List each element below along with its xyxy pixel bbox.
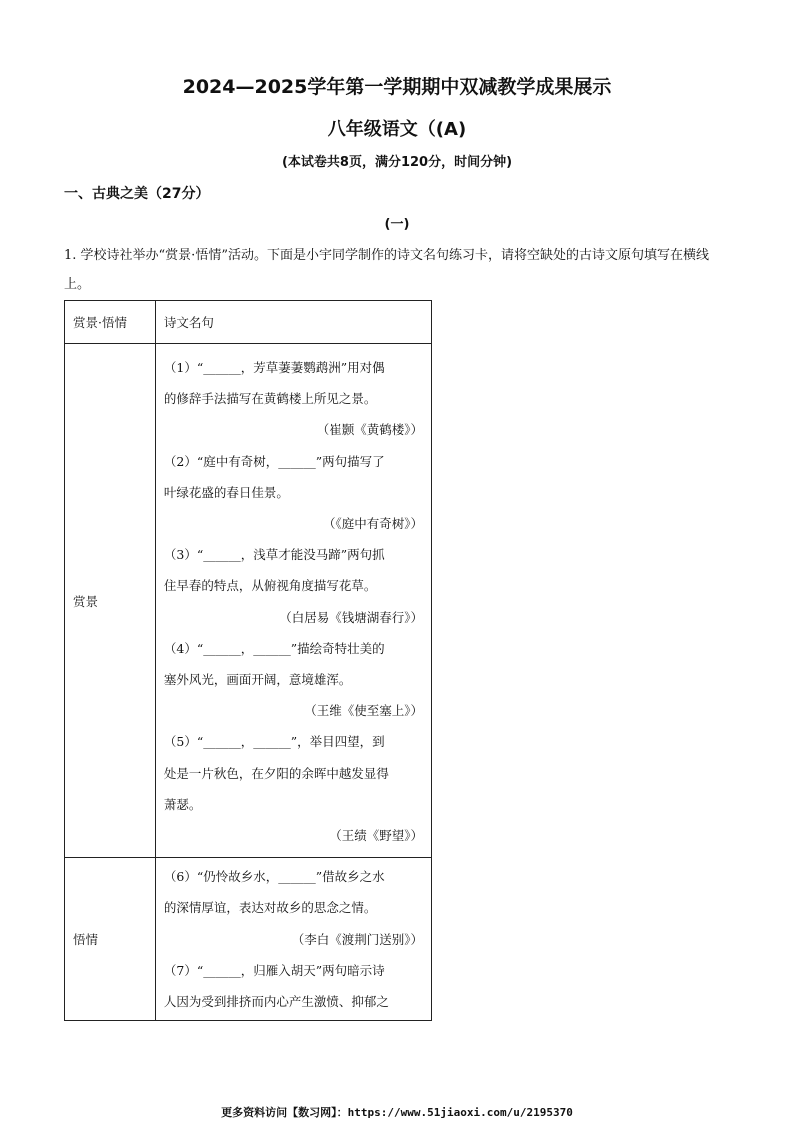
table-header-row (65, 301, 432, 344)
emotion-lines-cell (155, 858, 431, 1021)
poem-line: 的修辞手法描写在黄鹤楼上所见之景。 (163, 391, 377, 407)
table-row-scenery (65, 344, 432, 858)
poem-line: （白居易《钱塘湖春行》） (279, 609, 423, 625)
poem-line: （5）“______，______”，举目四望，到 (163, 734, 385, 750)
row-label-emotion: 悟情 (65, 858, 156, 1021)
poem-line: 塞外风光，画面开阔，意境雄浑。 (163, 672, 352, 688)
footer-link[interactable]: 更多资料访问【数习网】：https://www.51jiaoxi.com/u/2195370 (221, 1106, 573, 1119)
poem-line: （王维《使至塞上》） (304, 703, 423, 719)
exam-info: (本试卷共8页，满分120分，时间分钟) (281, 155, 513, 170)
emotion-lines (164, 858, 423, 1020)
poem-line: （4）“______，______”描绘奇特壮美的 (163, 640, 385, 656)
poem-line: 叶绿花盛的春日佳景。 (163, 484, 289, 500)
poem-line: （6）“仍怜故乡水，______”借故乡之水 (163, 869, 385, 885)
document-title: 2024—2025学年第一学期期中双减教学成果展示 (182, 76, 612, 98)
question-1-intro: 1. 学校诗社举办“赏景·悟情”活动。下面是小宇同学制作的诗文名句练习卡，请将空缺处的古诗文原句填写在横线上。 (64, 248, 709, 292)
table-row-emotion (65, 858, 432, 1021)
scenery-lines (164, 344, 423, 857)
poem-line: （3）“______，浅草才能没马蹄”两句抓 (163, 547, 385, 563)
poem-line: （1）“______，芳草萋萋鹦鹉洲”用对偶 (163, 360, 385, 375)
scenery-lines-cell (155, 344, 431, 858)
row-label-scenery: 赏景 (65, 344, 156, 858)
poem-line: （崔颢《黄鹤楼》） (316, 422, 423, 438)
poetry-practice-table (64, 300, 432, 1021)
poem-line: （2）“庭中有奇树，______”两句描写了 (163, 453, 385, 469)
poem-line: 的深情厚谊，表达对故乡的思念之情。 (163, 900, 377, 916)
poem-line: 萧瑟。 (163, 796, 202, 812)
document-subtitle: 八年级语文（(A) (327, 119, 467, 140)
section-heading: 一、古典之美（27分） (64, 186, 210, 202)
table-header-lines: 诗文名句 (155, 301, 431, 344)
poem-line: （7）“______，归雁入胡天”两句暗示诗 (163, 962, 385, 978)
table-header-category: 赏景·悟情 (65, 301, 156, 344)
poem-line: 住早春的特点，从俯视角度描写花草。 (163, 578, 377, 594)
poem-line: （王绩《野望》） (329, 828, 423, 844)
part-heading: (一) (384, 217, 410, 232)
poem-line: （《庭中有奇树》） (322, 516, 423, 532)
poem-line: 人因为受到排挤而内心产生激愤、抑郁之 (163, 994, 389, 1010)
poem-line: 处是一片秋色，在夕阳的余晖中越发显得 (163, 765, 389, 781)
poem-line: （李白《渡荆门送别》） (291, 931, 423, 947)
